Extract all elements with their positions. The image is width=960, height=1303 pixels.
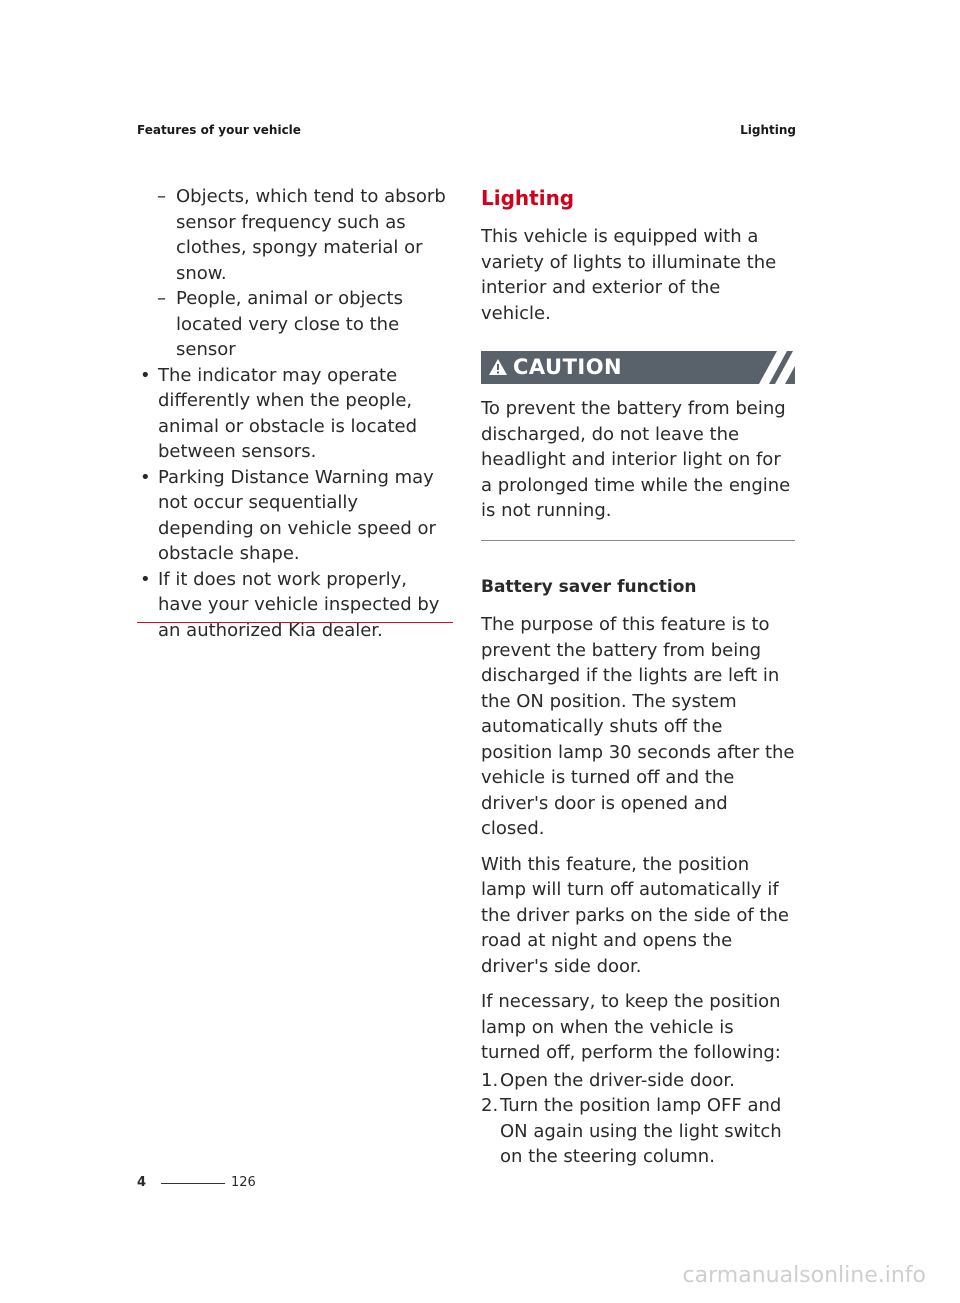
caution-end-rule: [481, 540, 795, 541]
dash-list-item: [137, 184, 455, 286]
numbered-step: [481, 1093, 795, 1170]
step-text: Turn the position lamp OFF and ON again using the light switch on the steering column.: [500, 1095, 782, 1167]
bullet-item-text: Parking Distance Warning may not occur sequentially depending on vehicle speed or obstacle shape.: [158, 466, 436, 564]
bullet-marker: •: [140, 568, 151, 590]
bullet-list-item: [137, 567, 455, 644]
body-paragraph: With this feature, the position lamp will turn off automatically if the driver parks on the side of the road at night and opens the driver's side door.: [481, 853, 789, 977]
intro-paragraph: This vehicle is equipped with a variety of lights to illuminate the interior and exterior of the vehicle.: [481, 226, 777, 324]
bullet-list-item: [137, 363, 455, 465]
numbered-step: [481, 1068, 795, 1094]
caution-label: CAUTION: [513, 355, 623, 379]
bullet-item-text: The indicator may operate differently when the people, animal or obstacle is located between sensors.: [158, 364, 418, 462]
caution-text: To prevent the battery from being discharged, do not leave the headlight and interior light on for a prolonged time while the engine is not running.: [481, 398, 791, 521]
running-header-left: Features of your vehicle: [137, 123, 301, 137]
caution-banner: [481, 351, 795, 384]
step-number: 1.: [481, 1069, 499, 1091]
section-title: Lighting: [481, 186, 575, 210]
subsection-title: Battery saver function: [481, 576, 697, 597]
step-number: 2.: [481, 1095, 499, 1116]
bullet-list-item: [137, 465, 455, 567]
chapter-number: 4: [137, 1175, 147, 1190]
section-end-rule: [137, 622, 453, 623]
dash-marker: –: [157, 186, 166, 207]
caution-stripes: [745, 351, 795, 384]
body-paragraph: If necessary, to keep the position lamp on when the vehicle is turned off, perform the following:: [481, 991, 781, 1063]
left-column: [137, 184, 455, 643]
body-paragraph: The purpose of this feature is to prevent the battery from being discharged if the lights are left in the ON position. The system automatically shuts off the position lamp 30 seconds after the vehicle is turned off and the driver's door is opened and closed.: [481, 614, 795, 839]
bullet-marker: •: [140, 466, 151, 488]
footer-rule: [161, 1183, 225, 1184]
dash-list-item: [137, 286, 455, 363]
dash-item-text: Objects, which tend to absorb sensor frequency such as clothes, spongy material or snow.: [176, 186, 446, 284]
dash-marker: –: [157, 288, 166, 309]
bullet-item-text: If it does not work properly, have your vehicle inspected by an authorized Kia dealer.: [158, 568, 440, 641]
dash-item-text: People, animal or objects located very close to the sensor: [176, 288, 403, 360]
warning-triangle-icon: [488, 358, 508, 376]
watermark: carmanualsonline.info: [682, 1263, 926, 1288]
running-header-right: Lighting: [740, 123, 796, 137]
page-number: 126: [231, 1175, 256, 1190]
right-column: [481, 184, 795, 1170]
bullet-marker: •: [140, 364, 151, 386]
step-text: Open the driver-side door.: [500, 1069, 735, 1091]
